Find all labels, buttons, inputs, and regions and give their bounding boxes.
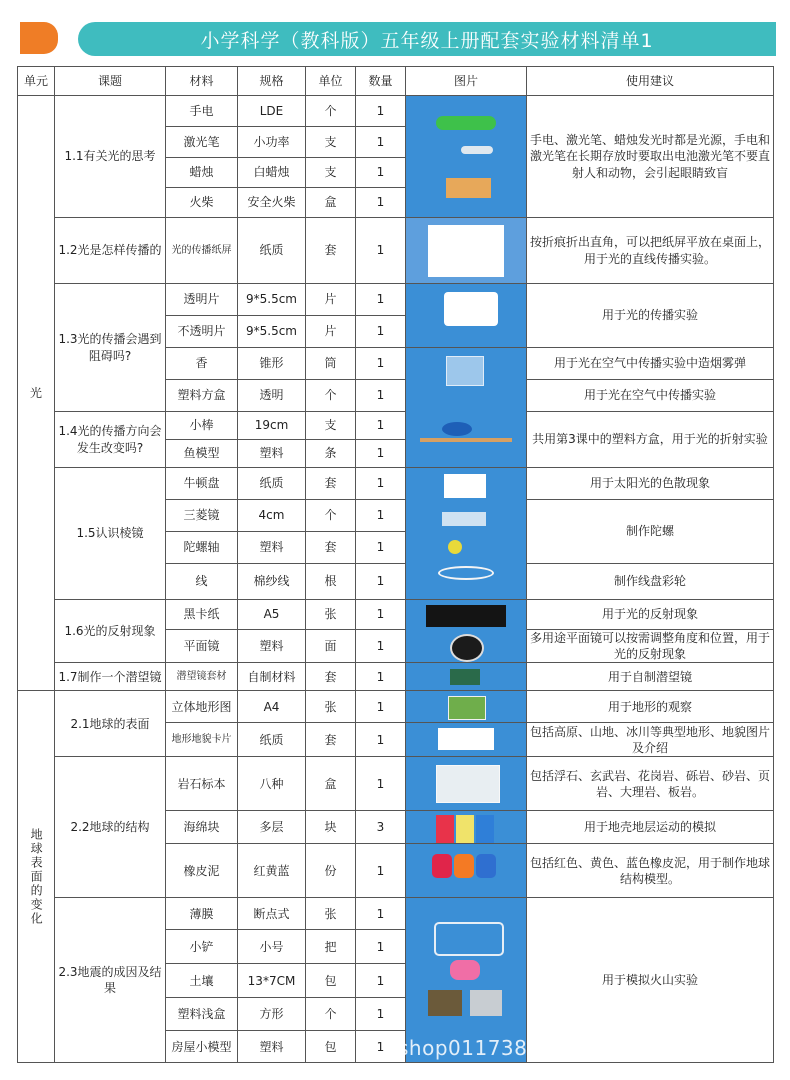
- qty-cell: 1: [356, 412, 406, 440]
- unit-cell: 筒: [306, 348, 356, 380]
- qty-cell: 1: [356, 468, 406, 500]
- spec-cell: 塑料: [238, 532, 306, 564]
- unit-cell: 盒: [306, 757, 356, 811]
- qty-cell: 1: [356, 440, 406, 468]
- header-advice: 使用建议: [527, 67, 774, 96]
- spec-cell: A4: [238, 691, 306, 723]
- header-unit: 单元: [18, 67, 55, 96]
- spec-cell: 9*5.5cm: [238, 316, 306, 348]
- unit-cell: 片: [306, 284, 356, 316]
- material-cell: 线: [166, 564, 238, 600]
- unit-cell: 条: [306, 440, 356, 468]
- material-cell: 房屋小模型: [166, 1031, 238, 1063]
- shovel-image: [450, 960, 480, 980]
- spec-cell: 方形: [238, 998, 306, 1031]
- qty-cell: 1: [356, 964, 406, 998]
- picture-black-card-mirror: [406, 600, 527, 663]
- mirror-image: [450, 634, 484, 662]
- soil-bag-image: [428, 990, 462, 1016]
- spec-cell: 小功率: [238, 127, 306, 158]
- qty-cell: 1: [356, 630, 406, 663]
- qty-cell: 1: [356, 380, 406, 412]
- material-cell: 香: [166, 348, 238, 380]
- qty-cell: 1: [356, 564, 406, 600]
- qty-cell: 1: [356, 500, 406, 532]
- material-cell: 不透明片: [166, 316, 238, 348]
- lesson-cell: 1.1有关光的思考: [55, 96, 166, 218]
- page-header: [0, 0, 790, 62]
- spec-cell: 棉纱线: [238, 564, 306, 600]
- material-cell: 牛顿盘: [166, 468, 238, 500]
- material-cell: 塑料方盒: [166, 380, 238, 412]
- qty-cell: 1: [356, 757, 406, 811]
- qty-cell: 1: [356, 844, 406, 898]
- thread-image: [438, 566, 494, 580]
- unit-cell: 个: [306, 500, 356, 532]
- table-row: [18, 600, 774, 630]
- advice-cell: 包括高原、山地、冰川等典型地形、地貌图片及介绍: [527, 723, 774, 757]
- top-axis-image: [448, 540, 462, 554]
- picture-rock-specimens: [406, 757, 527, 811]
- material-cell: 三菱镜: [166, 500, 238, 532]
- table-row: [18, 898, 774, 930]
- unit-cell: 包: [306, 1031, 356, 1063]
- qty-cell: 3: [356, 811, 406, 844]
- spec-cell: 红黄蓝: [238, 844, 306, 898]
- unit-cell: 根: [306, 564, 356, 600]
- material-cell: 薄膜: [166, 898, 238, 930]
- picture-flashlight-laser-candle-matches: [406, 96, 527, 218]
- unit-cell: 套: [306, 218, 356, 284]
- qty-cell: 1: [356, 998, 406, 1031]
- advice-cell: 多用途平面镜可以按需调整角度和位置，用于光的反射现象: [527, 630, 774, 663]
- spec-cell: 塑料: [238, 1031, 306, 1063]
- material-cell: 陀螺轴: [166, 532, 238, 564]
- unit-cell: 支: [306, 127, 356, 158]
- transparent-sheet-image: [444, 292, 498, 326]
- picture-paper-screen: [406, 218, 527, 284]
- spec-cell: 19cm: [238, 412, 306, 440]
- material-cell: 手电: [166, 96, 238, 127]
- spec-cell: A5: [238, 600, 306, 630]
- lesson-cell: 2.1地球的表面: [55, 691, 166, 757]
- qty-cell: 1: [356, 663, 406, 691]
- house-models-image: [470, 990, 502, 1016]
- qty-cell: 1: [356, 930, 406, 964]
- material-cell: 蜡烛: [166, 158, 238, 188]
- qty-cell: 1: [356, 691, 406, 723]
- qty-cell: 1: [356, 1031, 406, 1063]
- picture-periscope-kit: [406, 663, 527, 691]
- unit-light: 光: [18, 96, 55, 691]
- unit-cell: 套: [306, 723, 356, 757]
- advice-cell: 用于光的反射现象: [527, 600, 774, 630]
- landform-cards-image: [438, 728, 494, 750]
- qty-cell: 1: [356, 532, 406, 564]
- table-row: [18, 96, 774, 127]
- unit-cell: 个: [306, 96, 356, 127]
- picture-relief-map: [406, 691, 527, 723]
- unit-cell: 面: [306, 630, 356, 663]
- advice-cell: 用于光在空气中传播实验中造烟雾弹: [527, 348, 774, 380]
- material-cell: 平面镜: [166, 630, 238, 663]
- unit-cell: 盒: [306, 188, 356, 218]
- unit-earth: 地球表面的变化: [18, 691, 55, 1063]
- material-cell: 光的传播纸屏: [166, 218, 238, 284]
- spec-cell: LDE: [238, 96, 306, 127]
- shop-watermark: shop011738779y2i6.1688.com: [398, 1036, 723, 1060]
- black-card-image: [426, 605, 506, 627]
- spec-cell: 透明: [238, 380, 306, 412]
- qty-cell: 1: [356, 158, 406, 188]
- picture-sponge-blocks: [406, 811, 527, 844]
- advice-cell: 手电、激光笔、蜡烛发光时都是光源，手电和激光笔在长期存放时要取出电池激光笔不要直射人和动物，会引起眼睛致盲: [527, 96, 774, 218]
- material-cell: 黑卡纸: [166, 600, 238, 630]
- advice-cell: 用于光在空气中传播实验: [527, 380, 774, 412]
- material-cell: 地形地貌卡片: [166, 723, 238, 757]
- table-row: [18, 284, 774, 316]
- advice-cell: 制作线盘彩轮: [527, 564, 774, 600]
- advice-cell: 用于光的传播实验: [527, 284, 774, 348]
- picture-prism-top-thread: [406, 468, 527, 600]
- table-row: [18, 691, 774, 723]
- table-row: [18, 412, 774, 440]
- unit-cell: 张: [306, 691, 356, 723]
- laser-pen-image: [461, 146, 493, 154]
- material-cell: 透明片: [166, 284, 238, 316]
- qty-cell: 1: [356, 188, 406, 218]
- spec-cell: 4cm: [238, 500, 306, 532]
- unit-cell: 套: [306, 663, 356, 691]
- qty-cell: 1: [356, 898, 406, 930]
- yellow-sponge-image: [456, 815, 474, 843]
- shallow-box-image: [434, 922, 504, 956]
- relief-map-image: [448, 696, 486, 720]
- advice-cell: 用于自制潜望镜: [527, 663, 774, 691]
- unit-cell: 份: [306, 844, 356, 898]
- material-cell: 立体地形图: [166, 691, 238, 723]
- spec-cell: 纸质: [238, 468, 306, 500]
- unit-cell: 套: [306, 468, 356, 500]
- advice-cell: 包括浮石、玄武岩、花岗岩、砾岩、砂岩、页岩、大理岩、板岩。: [527, 757, 774, 811]
- spec-cell: 9*5.5cm: [238, 284, 306, 316]
- unit-cell: 张: [306, 600, 356, 630]
- lesson-cell: 1.6光的反射现象: [55, 600, 166, 663]
- qty-cell: 1: [356, 348, 406, 380]
- advice-cell: 用于模拟火山实验: [527, 898, 774, 1063]
- unit-cell: 张: [306, 898, 356, 930]
- spec-cell: 白蜡烛: [238, 158, 306, 188]
- orange-plasticine-image: [454, 854, 474, 878]
- orange-tab-decoration: [20, 22, 58, 54]
- spec-cell: 锥形: [238, 348, 306, 380]
- picture-plasticine: [406, 844, 527, 898]
- red-sponge-image: [436, 815, 454, 843]
- header-quantity: 数量: [356, 67, 406, 96]
- picture-transparent-sheets: [406, 284, 527, 348]
- stick-image: [420, 438, 512, 442]
- material-cell: 小铲: [166, 930, 238, 964]
- qty-cell: 1: [356, 723, 406, 757]
- title-bar: [78, 22, 776, 56]
- periscope-kit-image: [450, 669, 480, 685]
- picture-box-stick-fish: [406, 348, 527, 468]
- advice-cell: 制作陀螺: [527, 500, 774, 564]
- qty-cell: 1: [356, 96, 406, 127]
- page-title: 小学科学（教科版）五年级上册配套实验材料清单1: [200, 29, 654, 52]
- advice-cell: 包括红色、黄色、蓝色橡皮泥，用于制作地球结构模型。: [527, 844, 774, 898]
- material-cell: 海绵块: [166, 811, 238, 844]
- table-row: [18, 663, 774, 691]
- unit-cell: 个: [306, 380, 356, 412]
- table-row: [18, 218, 774, 284]
- spec-cell: 多层: [238, 811, 306, 844]
- lesson-cell: 1.4光的传播方向会发生改变吗?: [55, 412, 166, 468]
- unit-cell: 块: [306, 811, 356, 844]
- unit-cell: 套: [306, 532, 356, 564]
- spec-cell: 安全火柴: [238, 188, 306, 218]
- newton-disc-image: [444, 474, 486, 498]
- spec-cell: 纸质: [238, 218, 306, 284]
- header-lesson: 课题: [55, 67, 166, 96]
- lesson-cell: 1.5认识棱镜: [55, 468, 166, 600]
- qty-cell: 1: [356, 284, 406, 316]
- prism-image: [442, 512, 486, 526]
- red-plasticine-image: [432, 854, 452, 878]
- material-cell: 激光笔: [166, 127, 238, 158]
- header-spec: 规格: [238, 67, 306, 96]
- lesson-cell: 1.7制作一个潜望镜: [55, 663, 166, 691]
- qty-cell: 1: [356, 600, 406, 630]
- rock-specimen-box-image: [436, 765, 500, 803]
- table-row: [18, 757, 774, 811]
- unit-cell: 个: [306, 998, 356, 1031]
- unit-cell: 包: [306, 964, 356, 998]
- spec-cell: 自制材料: [238, 663, 306, 691]
- unit-cell: 支: [306, 412, 356, 440]
- spec-cell: 断点式: [238, 898, 306, 930]
- spec-cell: 小号: [238, 930, 306, 964]
- material-cell: 岩石标本: [166, 757, 238, 811]
- qty-cell: 1: [356, 127, 406, 158]
- header-measure-unit: 单位: [306, 67, 356, 96]
- material-cell: 火柴: [166, 188, 238, 218]
- spec-cell: 塑料: [238, 630, 306, 663]
- spec-cell: 纸质: [238, 723, 306, 757]
- materials-table: [17, 66, 774, 1063]
- spec-cell: 塑料: [238, 440, 306, 468]
- spec-cell: 八种: [238, 757, 306, 811]
- unit-cell: 片: [306, 316, 356, 348]
- material-cell: 塑料浅盒: [166, 998, 238, 1031]
- material-cell: 橡皮泥: [166, 844, 238, 898]
- lesson-cell: 2.3地震的成因及结果: [55, 898, 166, 1063]
- flashlight-image: [436, 116, 496, 130]
- qty-cell: 1: [356, 316, 406, 348]
- advice-cell: 用于地形的观察: [527, 691, 774, 723]
- blue-plasticine-image: [476, 854, 496, 878]
- material-cell: 潜望镜套材: [166, 663, 238, 691]
- header-picture: 图片: [406, 67, 527, 96]
- lesson-cell: 1.3光的传播会遇到阻碍吗?: [55, 284, 166, 412]
- advice-cell: 用于地壳地层运动的模拟: [527, 811, 774, 844]
- paper-screen-image: [428, 225, 504, 277]
- advice-cell: 按折痕折出直角，可以把纸屏平放在桌面上，用于光的直线传播实验。: [527, 218, 774, 284]
- fish-model-image: [442, 422, 472, 436]
- advice-cell: 用于太阳光的色散现象: [527, 468, 774, 500]
- material-cell: 鱼模型: [166, 440, 238, 468]
- unit-cell: 支: [306, 158, 356, 188]
- picture-landform-cards: [406, 723, 527, 757]
- table-header-row: [18, 67, 774, 96]
- lesson-cell: 1.2光是怎样传播的: [55, 218, 166, 284]
- blue-sponge-image: [476, 815, 494, 843]
- material-cell: 小棒: [166, 412, 238, 440]
- qty-cell: 1: [356, 218, 406, 284]
- lesson-cell: 2.2地球的结构: [55, 757, 166, 898]
- matchbox-image: [446, 178, 491, 198]
- spec-cell: 13*7CM: [238, 964, 306, 998]
- material-cell: 土壤: [166, 964, 238, 998]
- advice-cell: 共用第3课中的塑料方盒，用于光的折射实验: [527, 412, 774, 468]
- unit-cell: 把: [306, 930, 356, 964]
- plastic-box-image: [446, 356, 484, 386]
- header-material: 材料: [166, 67, 238, 96]
- table-row: [18, 468, 774, 500]
